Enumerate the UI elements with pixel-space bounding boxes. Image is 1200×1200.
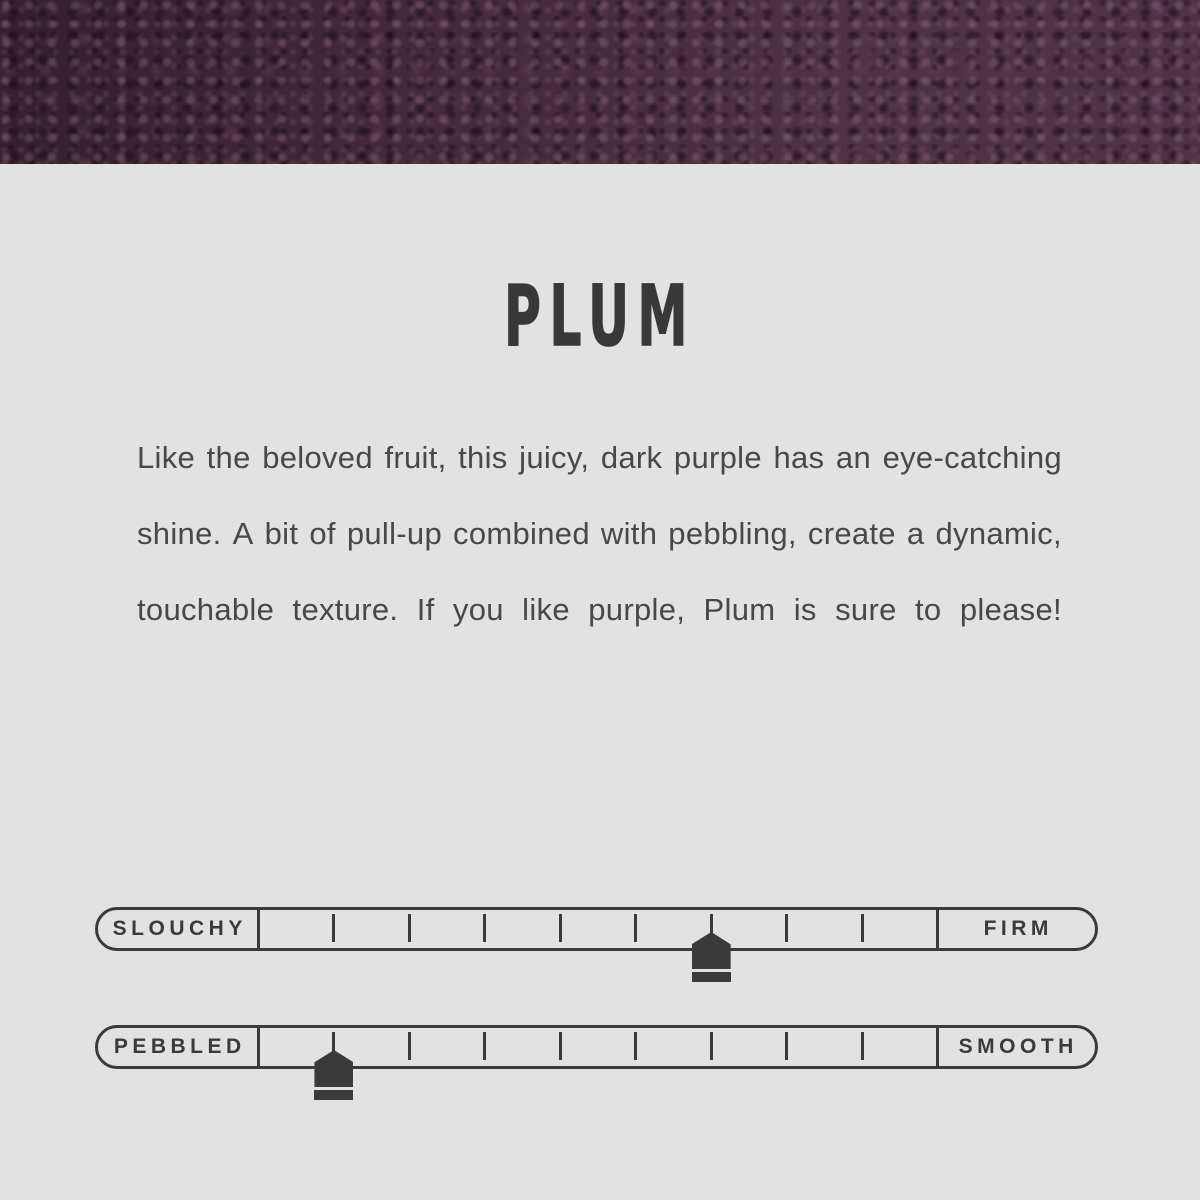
slider-right-label: SMOOTH xyxy=(958,1035,1078,1058)
tick-mark xyxy=(634,914,637,942)
description-word: the xyxy=(206,440,251,475)
description-word: sure xyxy=(835,592,897,627)
description-word: texture. xyxy=(292,592,399,627)
description-word: A xyxy=(232,516,254,551)
description-word: a xyxy=(906,516,925,551)
slider-divider-left xyxy=(257,910,260,948)
description-word: pebbling, xyxy=(668,516,797,551)
description-word: of xyxy=(309,516,336,551)
description-word: dark xyxy=(600,440,663,475)
description-word: like xyxy=(522,592,570,627)
tick-mark xyxy=(785,914,788,942)
description-word: an xyxy=(835,440,872,475)
slider-slouchy-firm xyxy=(95,907,1098,951)
tick-mark xyxy=(332,1032,335,1060)
description-line xyxy=(137,420,1062,496)
description-word: Like xyxy=(137,440,196,475)
slider-right-label: FIRM xyxy=(983,917,1053,940)
description-word: create xyxy=(807,516,896,551)
tick-mark xyxy=(559,1032,562,1060)
description-word: please! xyxy=(959,592,1062,627)
tick-mark xyxy=(861,1032,864,1060)
tick-mark xyxy=(710,1032,713,1060)
description-word: to xyxy=(915,592,942,627)
description-word: purple, xyxy=(588,592,686,627)
description-word: bit xyxy=(264,516,299,551)
description-word: Plum xyxy=(703,592,776,627)
description-word: dynamic, xyxy=(935,516,1062,551)
tick-mark xyxy=(634,1032,637,1060)
description-line xyxy=(137,572,1062,648)
description-line xyxy=(137,496,1062,572)
page-title: PLUM xyxy=(504,267,696,365)
description-word: has xyxy=(773,440,825,475)
description-word: this xyxy=(458,440,508,475)
description-word: combined xyxy=(453,516,590,551)
description-word: shine. xyxy=(137,516,222,551)
description-word: juicy, xyxy=(519,440,590,475)
tick-mark xyxy=(559,914,562,942)
marker-base-bar xyxy=(314,1090,353,1100)
description-word: touchable xyxy=(137,592,275,627)
description-word: is xyxy=(793,592,817,627)
description-word: with xyxy=(600,516,658,551)
description-word: beloved xyxy=(262,440,373,475)
marker-base-bar xyxy=(692,972,731,982)
slider-left-label: PEBBLED xyxy=(113,1035,246,1058)
tick-mark xyxy=(861,914,864,942)
tick-mark xyxy=(710,914,713,942)
description-word: eye-catching xyxy=(882,440,1062,475)
description-word: pull-up xyxy=(346,516,442,551)
description-word: you xyxy=(452,592,504,627)
tick-mark xyxy=(408,1032,411,1060)
slider-left-label: SLOUCHY xyxy=(112,917,247,940)
description-word: purple xyxy=(673,440,762,475)
description-word: fruit, xyxy=(384,440,447,475)
tick-mark xyxy=(785,1032,788,1060)
description-word: If xyxy=(416,592,435,627)
slider-divider-left xyxy=(257,1028,260,1066)
tick-mark xyxy=(408,914,411,942)
tick-mark xyxy=(483,914,486,942)
description xyxy=(137,420,1062,648)
tick-mark xyxy=(332,914,335,942)
slider-pebbled-smooth xyxy=(95,1025,1098,1069)
tick-mark xyxy=(483,1032,486,1060)
leather-swatch-image xyxy=(0,0,1200,164)
